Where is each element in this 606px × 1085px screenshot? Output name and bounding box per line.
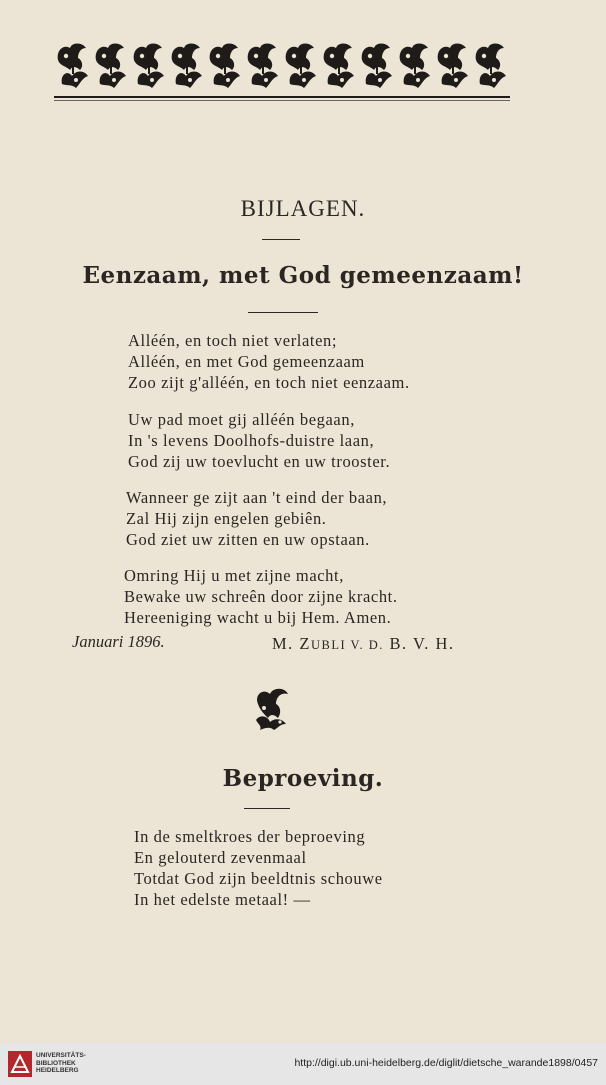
logo-line: BIBLIOTHEK (36, 1059, 76, 1067)
poem1-title: Eenzaam, met God gemeenzaam! (82, 262, 524, 289)
verse-line: In 's levens Doolhofs-duistre laan, (128, 431, 375, 450)
poem1-stanza-2 (128, 409, 390, 472)
poem1-rule (248, 312, 318, 313)
verse-line: In de smeltkroes der beproeving (134, 827, 366, 846)
author-suffix: B. V. H. (389, 634, 455, 653)
verse-line: Bewake uw schreên door zijne kracht. (124, 587, 398, 606)
fleuron-icon (250, 684, 296, 734)
viewer-footer-bar (0, 1043, 606, 1085)
logo-line: HEIDELBERG (36, 1067, 79, 1074)
section-title: BIJLAGEN. (240, 196, 366, 221)
author-initial: M. Z (272, 634, 311, 653)
poem1-stanza-4 (124, 565, 398, 628)
poem2-stanza-1 (134, 826, 383, 910)
library-logo-icon (8, 1051, 32, 1077)
verse-line: Omring Hij u met zijne macht, (124, 566, 344, 585)
verse-line: In het edelste metaal! — (134, 890, 311, 909)
verse-line: Alléén, en met God gemeenzaam (128, 352, 365, 371)
verse-line: Alléén, en toch niet verlaten; (128, 331, 338, 350)
poem2-title: Beproeving. (222, 765, 384, 792)
verse-line: God ziet uw zitten en uw opstaan. (126, 530, 370, 549)
poem1-stanza-1 (128, 330, 410, 393)
poem1-date: Januari 1896. (72, 632, 165, 651)
poem2-rule (244, 808, 290, 809)
poem1-stanza-3 (126, 487, 387, 550)
verse-line: Zal Hij zijn engelen gebiên. (126, 509, 327, 528)
author-surname: UBLI V. D. (311, 638, 384, 652)
verse-line: Uw pad moet gij alléén begaan, (128, 410, 355, 429)
floral-ornament-icon (54, 40, 510, 102)
title-rule (262, 239, 300, 240)
logo-line: UNIVERSITÄTS- (36, 1052, 86, 1059)
verse-line: Wanneer ge zijt aan 't eind der baan, (126, 488, 388, 507)
verse-line: Hereeniging wacht u bij Hem. Amen. (124, 608, 392, 627)
verse-line: God zij uw toevlucht en uw trooster. (128, 452, 391, 471)
verse-line: En gelouterd zevenmaal (134, 848, 307, 867)
ornamental-header-band (54, 40, 510, 102)
source-url[interactable]: http://digi.ub.uni-heidelberg.de/diglit/dietsche_warande1898/0457 (294, 1057, 598, 1069)
library-logo-text (36, 1052, 86, 1075)
verse-line: Zoo zijt g'alléén, en toch niet eenzaam. (128, 373, 410, 392)
verse-line: Totdat God zijn beeldtnis schouwe (134, 869, 383, 888)
poem1-author (272, 634, 455, 654)
